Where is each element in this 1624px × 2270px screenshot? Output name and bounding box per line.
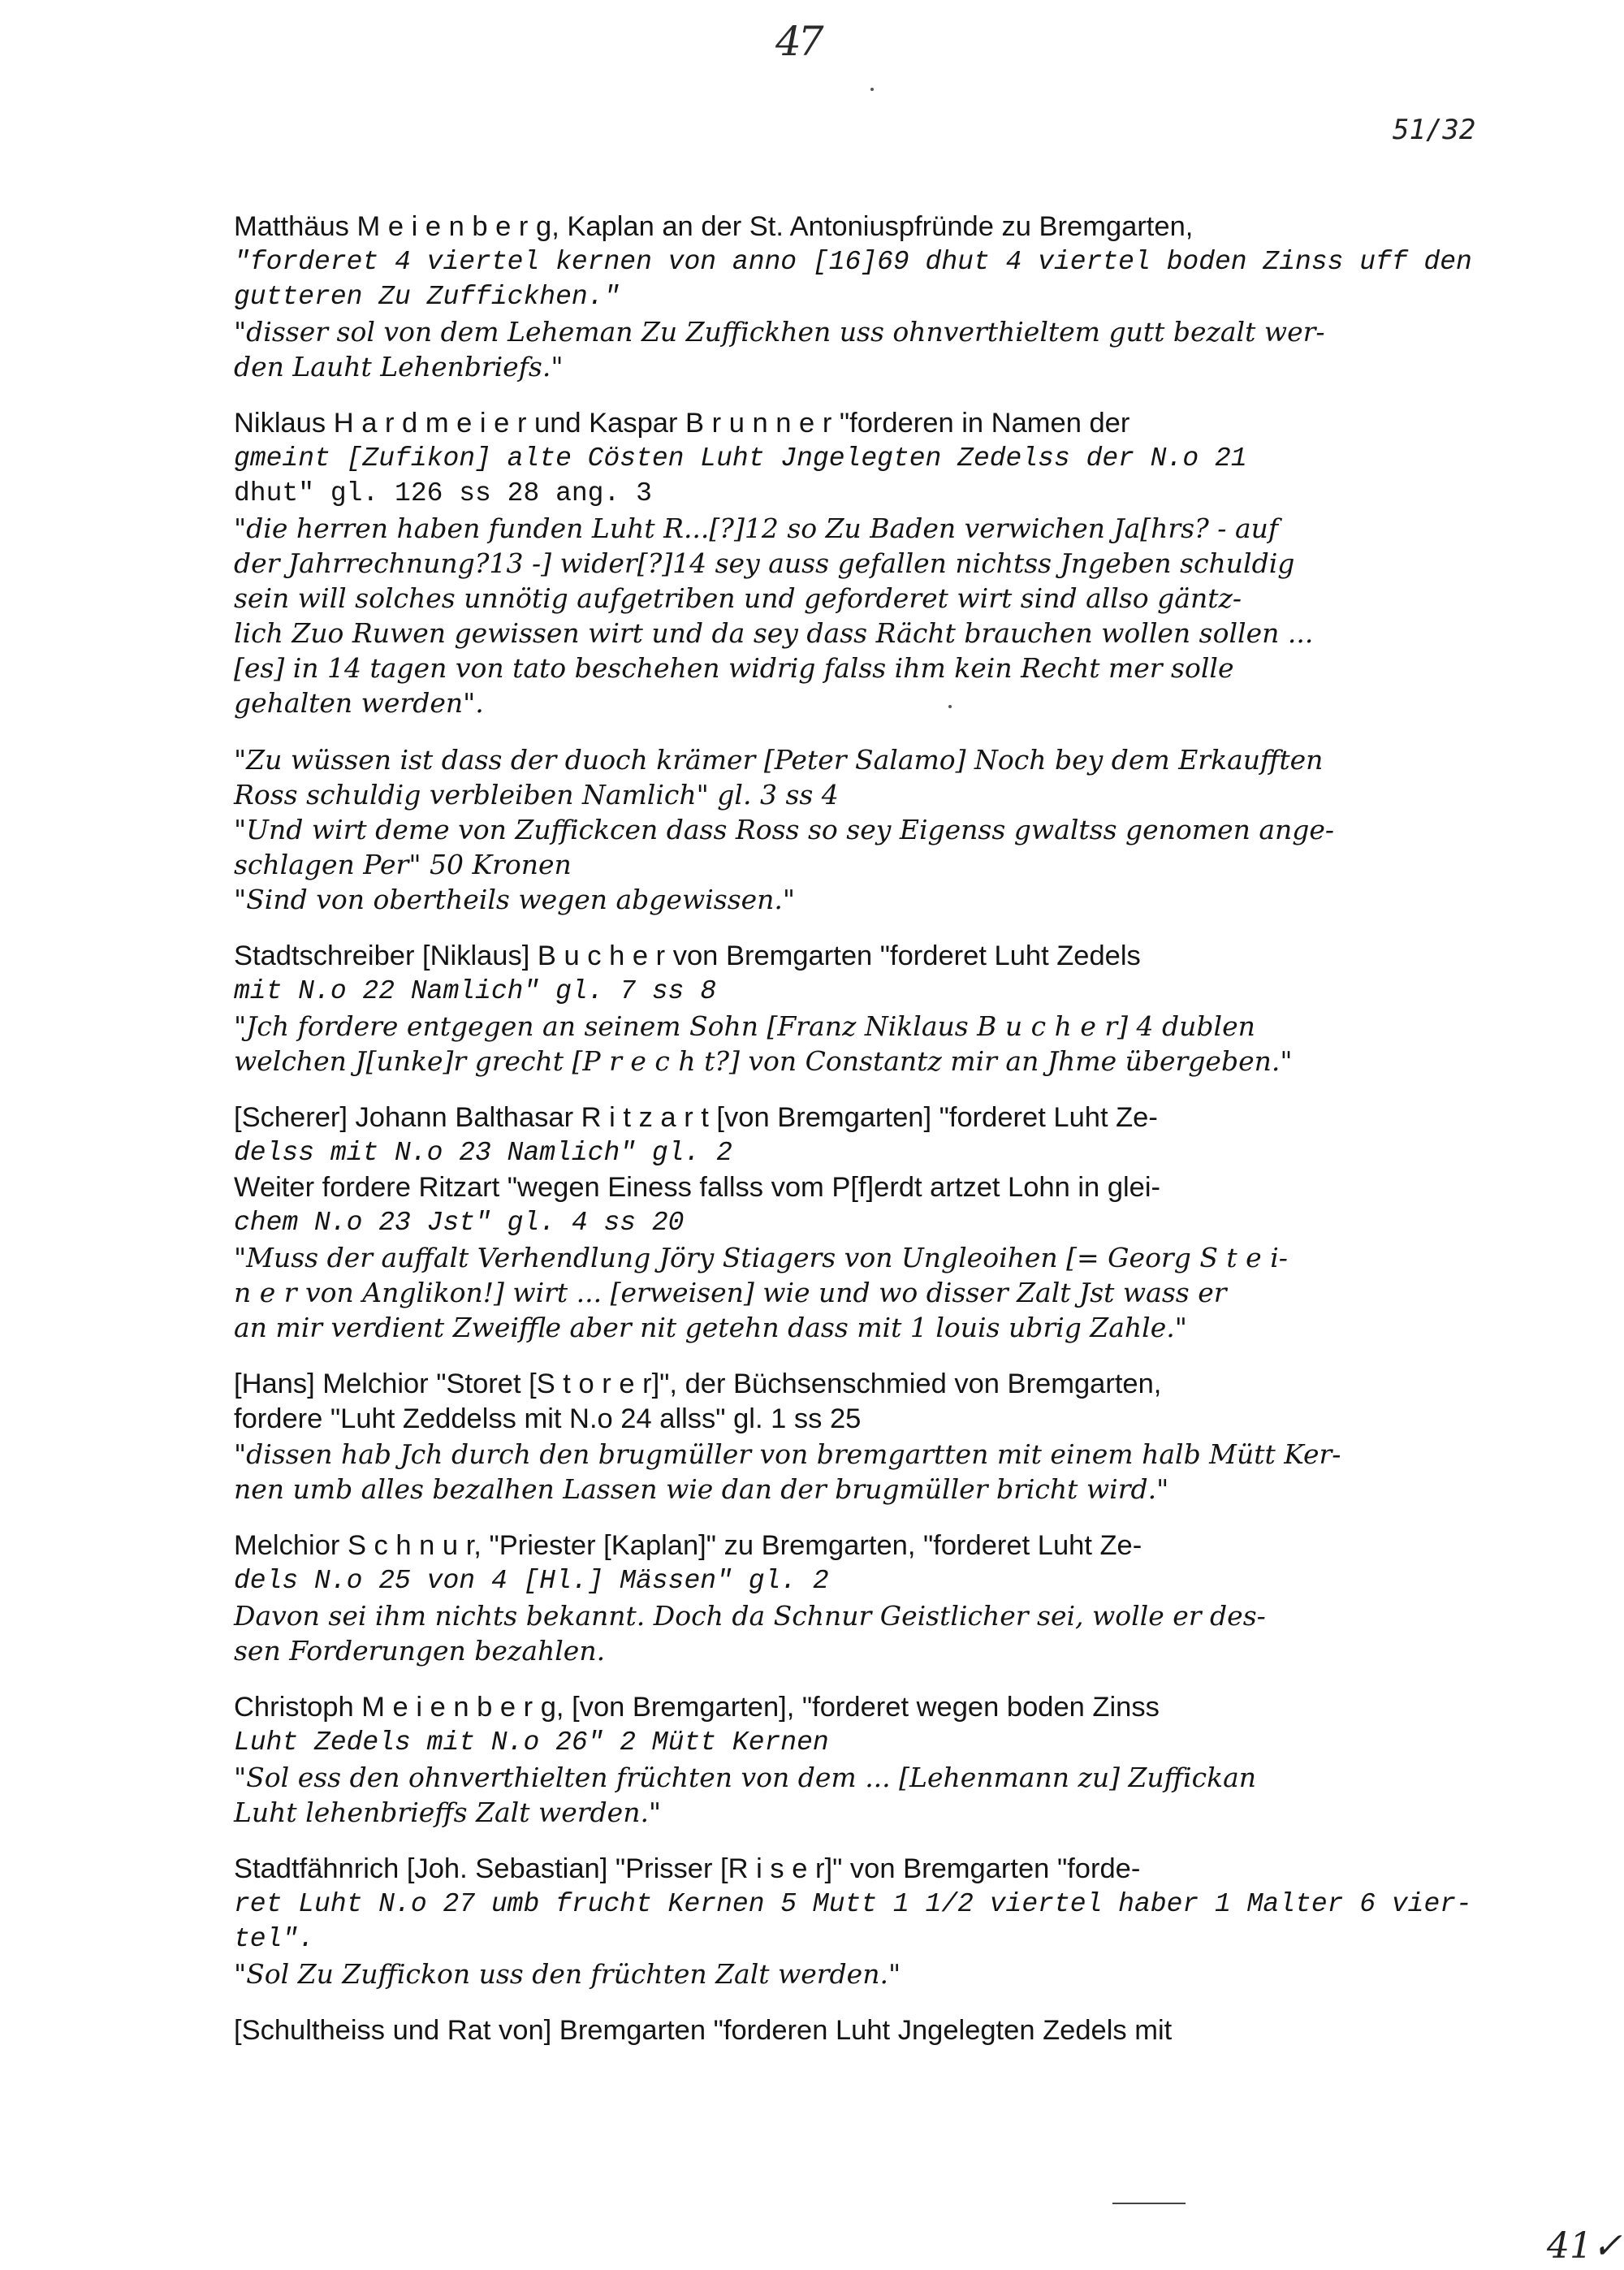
text-line: welchen J[unke]r grecht [P r e c h t?] von Constantz mir an Jhme übergeben."	[234, 1045, 1293, 1077]
text-line: der Jahrrechnung?13 -] wider[?]14 sey auss gefallen nichtss Jngeben schuldig	[234, 547, 1295, 579]
text-line: "die herren haben funden Luht R...[?]12 so Zu Baden verwichen Ja[hrs? - auf	[234, 512, 1279, 544]
text-line: [Scherer] Johann Balthasar R i t z a r t [von Bremgarten] "forderet Luht Ze-	[234, 1102, 1158, 1133]
text-line: [es] in 14 tagen von tato beschehen widrig falss ihm kein Recht mer solle	[234, 652, 1234, 684]
text-line: "Und wirt deme von Zuffickcen dass Ross so sey Eigenss gwaltss genomen ange-	[234, 814, 1335, 845]
text-line: sein will solches unnötig aufgetriben und geforderet wirt sind allso gäntz-	[234, 582, 1242, 614]
text-line: [Schultheiss und Rat von] Bremgarten "forderen Luht Jngelegten Zedels mit	[234, 2015, 1173, 2046]
text-line: nen umb alles bezalhen Lassen wie dan der brugmüller bricht wird."	[234, 1473, 1169, 1505]
text-line: "disser sol von dem Leheman Zu Zuffickhen uss ohnverthieltem gutt bezalt wer-	[234, 316, 1325, 348]
amount-line: Luht Zedels mit N.o 26" 2 Mütt Kernen	[234, 1727, 829, 1758]
text-line: tel".	[234, 1924, 315, 1954]
amount-line: Ross schuldig verbleiben Namlich" gl. 3 ss 4	[234, 779, 839, 811]
entry-duochkraemer	[234, 742, 1501, 917]
pencil-stroke	[1112, 2203, 1186, 2204]
text-line: gehalten werden".	[234, 687, 484, 719]
text-line: "forderet 4 viertel kernen von anno [16]69 dhut 4 viertel boden Zinss uff den	[234, 247, 1472, 277]
text-line: Davon sei ihm nichts bekannt. Doch da Schnur Geistlicher sei, wolle er des-	[234, 1600, 1266, 1632]
amount-line: dels N.o 25 von 4 [Hl.] Mässen" gl. 2	[234, 1566, 829, 1596]
text-line: an mir verdient Zweiffle aber nit getehn dass mit 1 louis ubrig Zahle."	[234, 1312, 1187, 1343]
text-line: den Lauht Lehenbriefs."	[234, 351, 564, 383]
text-line: Weiter fordere Ritzart "wegen Einess fallss vom P[f]erdt artzet Lohn in glei-	[234, 1172, 1161, 1203]
amount-line: delss mit N.o 23 Namlich" gl. 2	[234, 1138, 732, 1168]
text-line: Niklaus H a r d m e i e r und Kaspar B r u n n e r "forderen in Namen der	[234, 408, 1130, 439]
text-line: n e r von Anglikon!] wirt ... [erweisen] wie und wo disser Zalt Jst wass er	[234, 1277, 1227, 1308]
text-line: Melchior S c h n u r, "Priester [Kaplan]" zu Bremgarten, "forderet Luht Ze-	[234, 1530, 1142, 1561]
text-line: ret Luht N.o 27 umb frucht Kernen 5 Mutt 1 1/2 viertel haber 1 Malter 6 vier-	[234, 1889, 1472, 1919]
text-line: "Jch fordere entgegen an seinem Sohn [Franz Niklaus B u c h e r] 4 dublen	[234, 1010, 1255, 1042]
folio-number-handwritten: 47	[775, 18, 821, 65]
text-line: "Sol Zu Zuffickon uss den früchten Zalt werden."	[234, 1958, 901, 1990]
text-line: sen Forderungen bezahlen.	[234, 1635, 606, 1667]
text-line: "Sind von obertheils wegen abgewissen."	[234, 884, 796, 915]
entry-bucher	[234, 939, 1501, 1079]
entry-meienberg-matthaeus	[234, 210, 1501, 384]
entry-ritzart	[234, 1100, 1501, 1345]
text-line: gmeint [Zufikon] alte Cösten Luht Jngelegten Zedelss der N.o 21	[234, 443, 1247, 473]
amount-line: schlagen Per" 50 Kronen	[234, 849, 572, 880]
archive-reference: 51/32	[1393, 114, 1476, 146]
entry-riser	[234, 1852, 1501, 1991]
text-line: gutteren Zu Zuffickhen."	[234, 282, 620, 312]
entry-schnur	[234, 1528, 1501, 1668]
text-line: "Muss der auffalt Verhendlung Jöry Stiagers von Ungleoihen [= Georg S t e i-	[234, 1242, 1288, 1273]
text-line: lich Zuo Ruwen gewissen wirt und da sey dass Rächt brauchen wollen sollen ...	[234, 617, 1314, 649]
amount-line: mit N.o 22 Namlich" gl. 7 ss 8	[234, 976, 717, 1006]
text-line: Matthäus M e i e n b e r g, Kaplan an der St. Antoniuspfründe zu Bremgarten,	[234, 211, 1194, 242]
amount-line: chem N.o 23 Jst" gl. 4 ss 20	[234, 1208, 685, 1238]
entry-schultheiss-rat	[234, 2013, 1501, 2048]
document-body	[234, 210, 1501, 2070]
corner-check-mark: 41✓	[1547, 2225, 1622, 2267]
text-line: Christoph M e i e n b e r g, [von Bremgarten], "forderet wegen boden Zinss	[234, 1692, 1160, 1723]
text-line: Stadtfähnrich [Joh. Sebastian] "Prisser [R i s e r]" von Bremgarten "forde-	[234, 1853, 1141, 1884]
text-line: "dissen hab Jch durch den brugmüller von bremgartten mit einem halb Mütt Ker-	[234, 1438, 1341, 1470]
text-line: [Hans] Melchior "Storet [S t o r e r]", der Büchsenschmied von Bremgarten,	[234, 1368, 1162, 1399]
text-line: Luht lehenbrieffs Zalt werden."	[234, 1797, 662, 1828]
entry-storer	[234, 1367, 1501, 1507]
text-line: "Zu wüssen ist dass der duoch krämer [Peter Salamo] Noch bey dem Erkaufften	[234, 744, 1324, 776]
text-line: "Sol ess den ohnverthielten früchten von dem ... [Lehenmann zu] Zuffickan	[234, 1762, 1256, 1793]
speck-mark	[948, 705, 952, 708]
speck-mark	[870, 88, 874, 91]
entry-hardmeier-brunner	[234, 406, 1501, 720]
entry-meienberg-christoph	[234, 1690, 1501, 1830]
amount-line: fordere "Luht Zeddelss mit N.o 24 allss" gl. 1 ss 25	[234, 1403, 862, 1434]
text-line: Stadtschreiber [Niklaus] B u c h e r von Bremgarten "forderet Luht Zedels	[234, 940, 1141, 971]
amount-line: dhut" gl. 126 ss 28 ang. 3	[234, 478, 652, 508]
